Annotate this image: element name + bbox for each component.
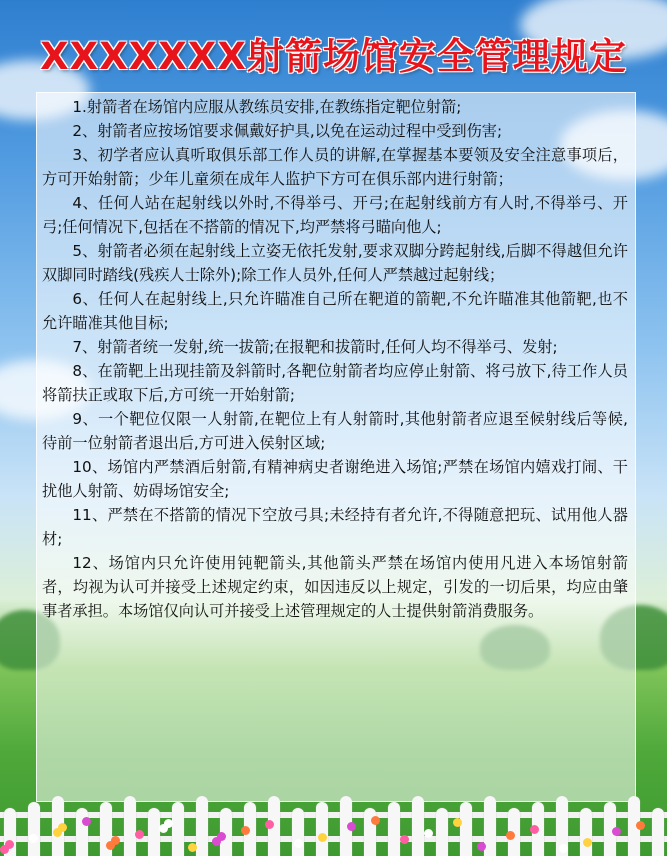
flower <box>5 840 14 849</box>
fence-picket <box>460 802 472 856</box>
rule-item: 5、射箭者必须在起射线上立姿无依托发射,要求双脚分跨起射线,后脚不得越但允许双脚同时踏线(残疾人士除外);除工作人员外,任何人严禁越过起射线； <box>42 242 628 284</box>
rule-item: 10、场馆内严禁酒后射箭,有精神病史者谢绝进入场馆;严禁在场馆内嬉戏打闹、干扰他人射箭、妨碍场馆安全; <box>42 458 628 500</box>
flower <box>217 832 226 841</box>
page-title: XXXXXXX射箭场馆安全管理规定 <box>40 35 627 78</box>
fence-picket <box>412 796 424 856</box>
fence-picket <box>28 802 40 856</box>
flower <box>636 821 645 830</box>
flower <box>453 818 462 827</box>
flower <box>612 827 621 836</box>
fence-picket <box>316 802 328 856</box>
fence-picket <box>436 808 448 856</box>
rule-item: 9、一个靶位仅限一人射箭,在靶位上有人射箭时,其他射箭者应退至候射线后等候,待前一位射箭者退出后,方可进入侯射区域; <box>42 410 628 452</box>
rules-list <box>42 95 628 623</box>
fence-picket <box>388 802 400 856</box>
flower <box>241 826 250 835</box>
fence-picket <box>124 796 136 856</box>
fence-picket <box>196 796 208 856</box>
picket-fence <box>0 786 667 856</box>
rule-item: 7、射箭者统一发射,统一拔箭;在报靶和拔箭时,任何人均不得举弓、发射; <box>72 338 558 356</box>
flower <box>294 839 303 848</box>
flower <box>559 844 568 853</box>
rule-item: 4、任何人站在起射线以外时,不得举弓、开弓;在起射线前方有人时,不得举弓、开弓;任何情况下,包括在不搭箭的情况下,均严禁将弓瞄向他人; <box>42 194 628 236</box>
fence-picket <box>580 808 592 856</box>
flower <box>58 823 67 832</box>
flower <box>188 843 197 852</box>
flower <box>318 833 327 842</box>
rule-item: 2、射箭者应按场馆要求佩戴好护具,以免在运动过程中受到伤害; <box>72 122 503 140</box>
rule-item: 1.射箭者在场馆内应服从教练员安排,在教练指定靶位射箭; <box>72 98 462 116</box>
rule-item: 11、严禁在不搭箭的情况下空放弓具;未经持有者允许,不得随意把玩、试用他人器材; <box>42 506 628 548</box>
flower <box>583 838 592 847</box>
flower <box>164 819 173 828</box>
flower <box>477 842 486 851</box>
flower <box>424 829 433 838</box>
rule-item: 3、初学者应认真听取俱乐部工作人员的讲解,在掌握基本要领及安全注意事项后，方可开始射箭；少年儿童须在成年人监护下方可在俱乐部内进行射箭； <box>42 146 628 188</box>
flower <box>135 830 144 839</box>
fence-picket <box>76 808 88 856</box>
flower <box>530 825 539 834</box>
rule-item: 8、在箭靶上出现挂箭及斜箭时,各靶位射箭者均应停止射箭、将弓放下,待工作人员将箭扶正或取下后,方可统一开始射箭; <box>42 362 628 404</box>
fence-picket <box>172 802 184 856</box>
rule-item: 12、场馆内只允许使用钝靶箭头,其他箭头严禁在场馆内使用凡进入本场馆射箭者，均视为认可并接受上述规定约束，如因违反以上规定，引发的一切后果，均应由肇事者承担。本场馆仅向认可并接受上述管理规定的人士提供射箭消费服务。 <box>42 554 628 620</box>
flower <box>400 835 409 844</box>
flower <box>111 836 120 845</box>
flower <box>82 817 91 826</box>
flower <box>29 834 38 843</box>
flower <box>506 831 515 840</box>
fence-picket <box>148 808 160 856</box>
flower <box>265 820 274 829</box>
fence-picket <box>652 808 664 856</box>
flower <box>371 816 380 825</box>
rule-item: 6、任何人在起射线上,只允许瞄准自己所在靶道的箭靶,不允许瞄准其他箭靶,也不允许瞄准其他目标; <box>42 290 628 332</box>
fence-picket <box>292 808 304 856</box>
flower <box>347 822 356 831</box>
